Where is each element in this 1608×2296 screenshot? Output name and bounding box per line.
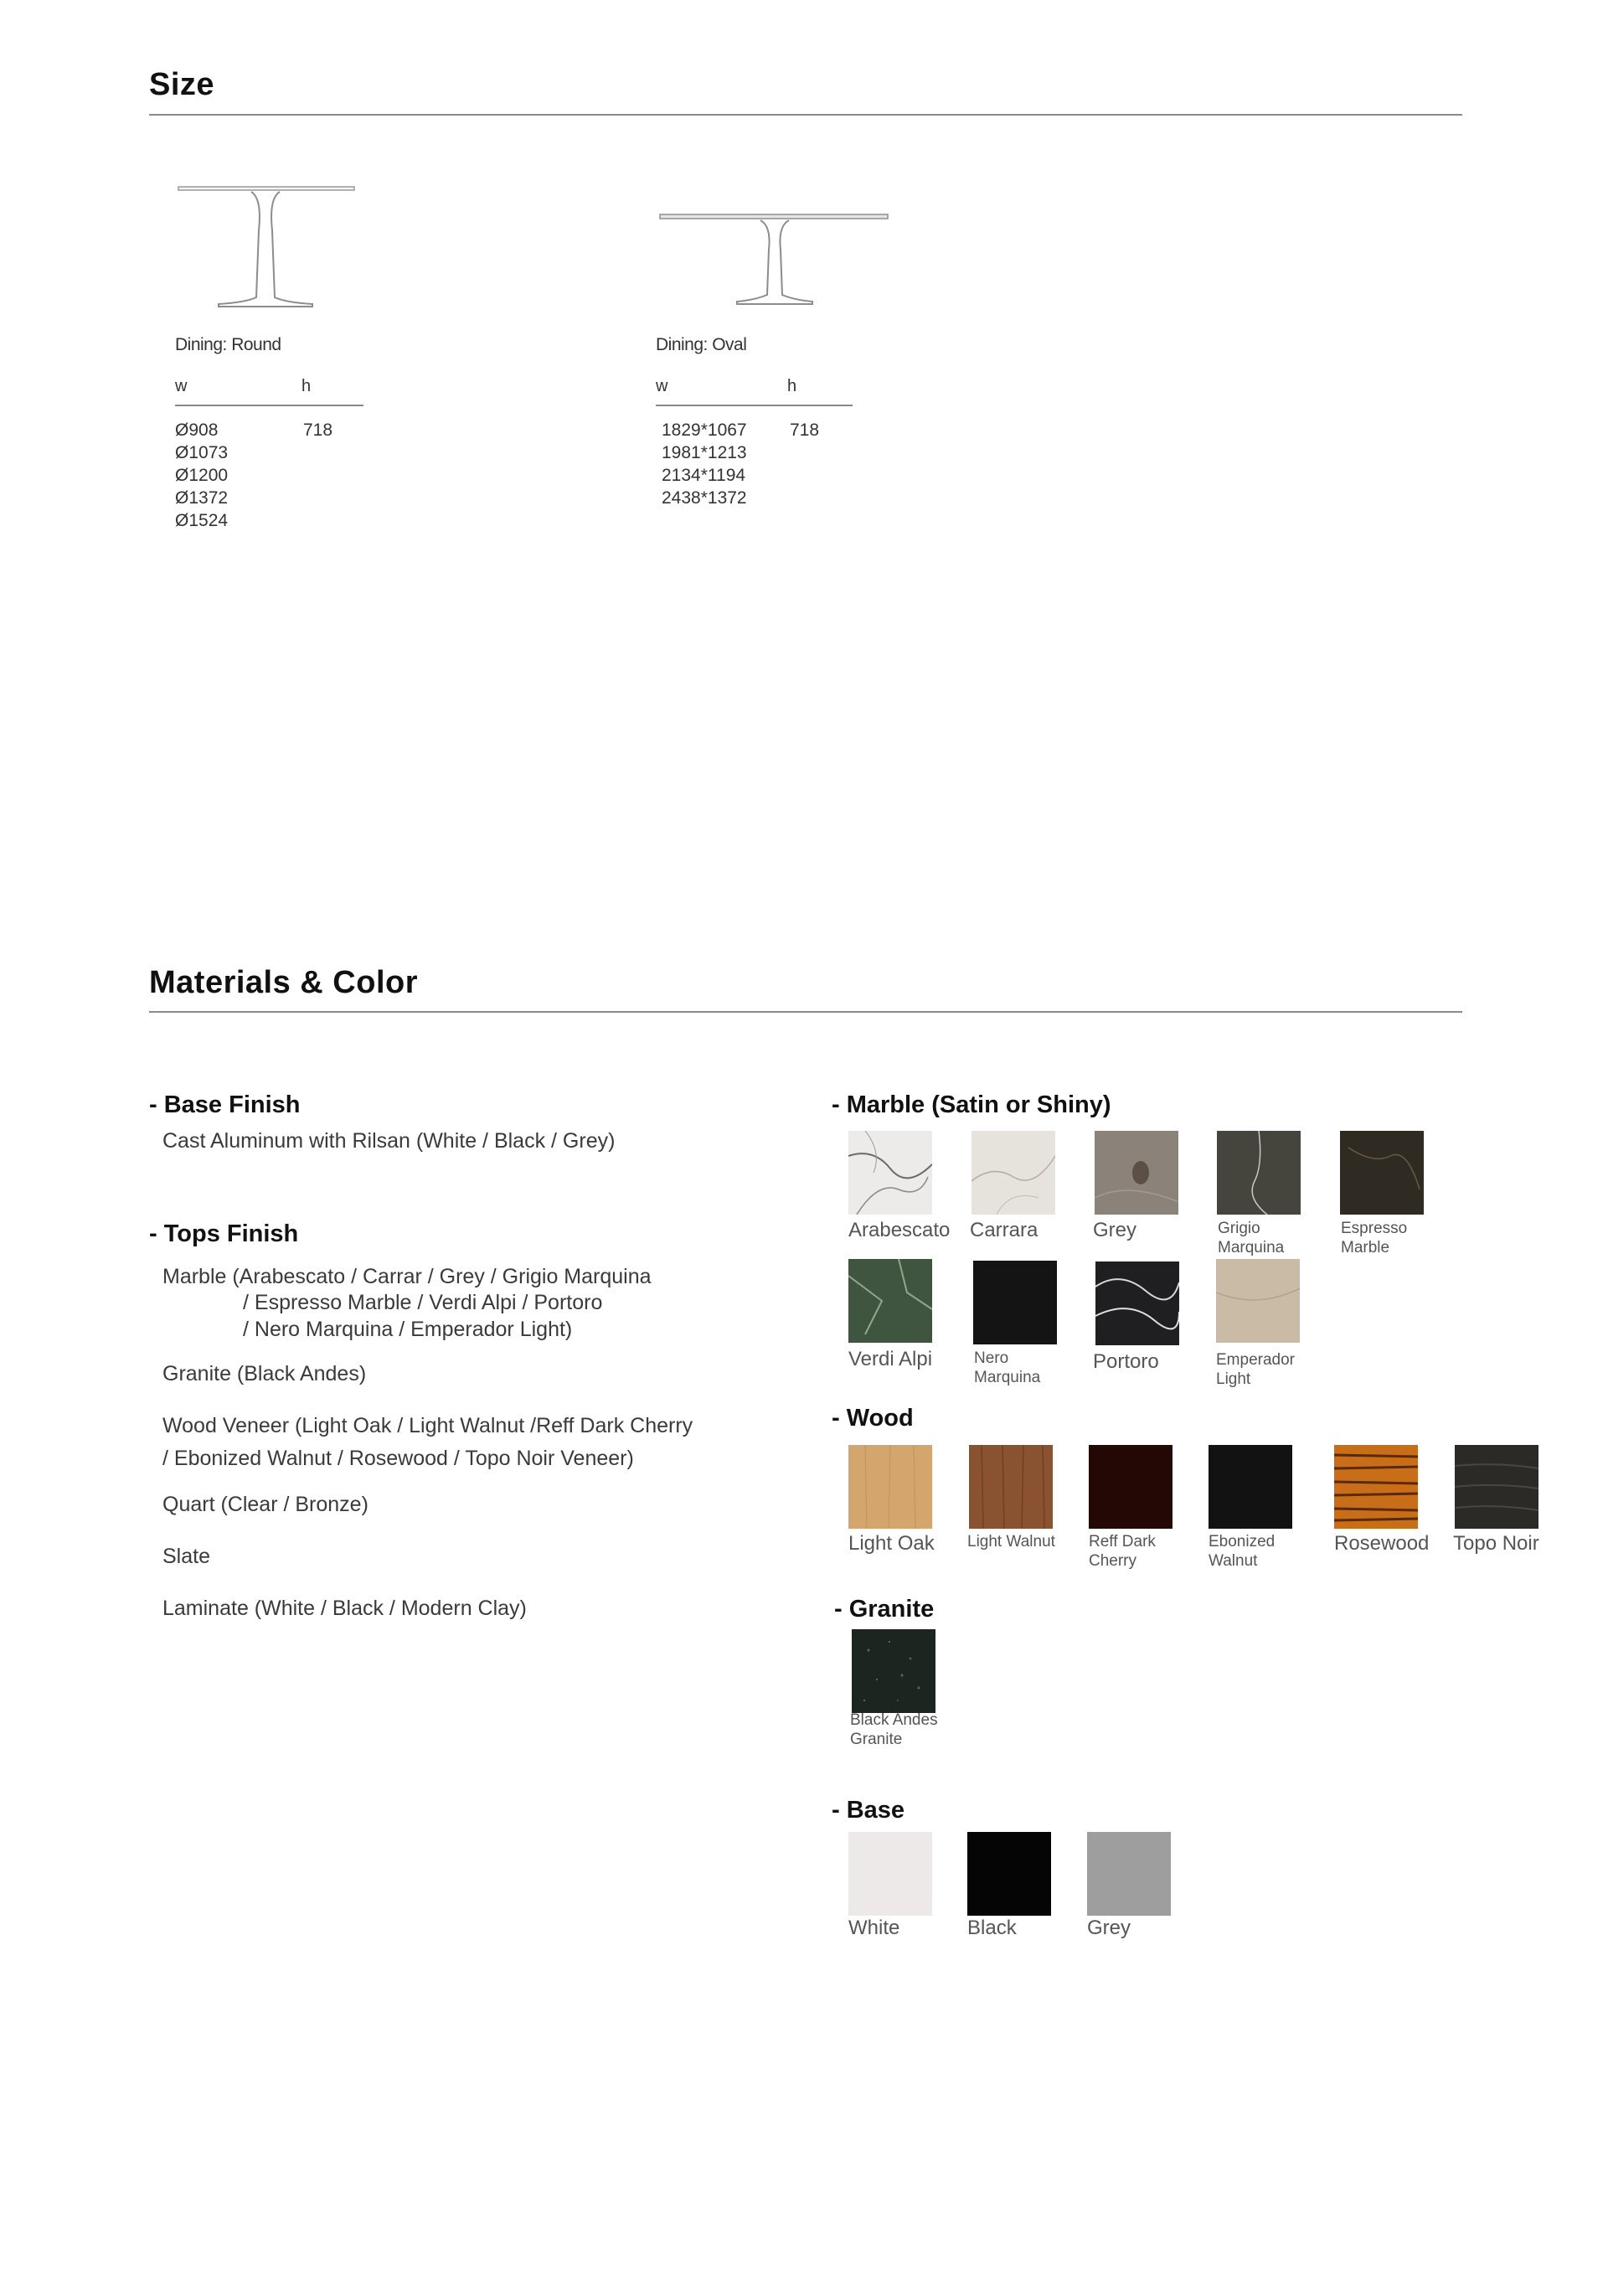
- oval-table-drawing: [653, 208, 896, 308]
- round-table-header-rule: [175, 405, 363, 406]
- swatch-label: Portoro: [1093, 1350, 1159, 1373]
- laminate-top-text: Laminate (White / Black / Modern Clay): [162, 1597, 527, 1620]
- swatch-base-black[interactable]: [967, 1832, 1051, 1916]
- round-table-drawing: [172, 180, 364, 314]
- swatch-label: Black Andes Granite: [850, 1711, 938, 1748]
- swatch-grigio-marquina[interactable]: [1217, 1131, 1301, 1215]
- swatch-carrara[interactable]: [972, 1131, 1055, 1215]
- slate-top-text: Slate: [162, 1545, 210, 1568]
- swatch-label: Topo Noir: [1453, 1532, 1539, 1555]
- round-table-h-header: h: [302, 377, 312, 395]
- granite-top-text: Granite (Black Andes): [162, 1362, 367, 1385]
- swatch-label: Black: [967, 1917, 1017, 1939]
- round-table-caption: Dining: Round: [175, 335, 281, 354]
- light-oak-grain: [848, 1445, 932, 1529]
- oval-w-value: 1829*1067: [662, 421, 747, 440]
- swatch-topo-noir[interactable]: [1455, 1445, 1538, 1529]
- round-w-value: Ø1372: [175, 488, 229, 508]
- swatch-black-andes-granite[interactable]: [852, 1629, 935, 1713]
- size-section-title: Size: [149, 67, 215, 102]
- swatch-base-grey[interactable]: [1087, 1832, 1171, 1916]
- marble-top-line-2: / Espresso Marble / Verdi Alpi / Portoro: [243, 1291, 603, 1314]
- swatch-light-walnut[interactable]: [969, 1445, 1053, 1529]
- topo-noir-grain: [1455, 1445, 1538, 1529]
- espresso-marble-veining: [1340, 1131, 1424, 1215]
- swatch-label: Grigio Marquina: [1218, 1220, 1285, 1256]
- portoro-veining: [1095, 1262, 1179, 1345]
- swatch-label: White: [848, 1917, 900, 1939]
- swatch-nero-marquina[interactable]: [973, 1261, 1057, 1344]
- swatch-arabescato[interactable]: [848, 1131, 932, 1215]
- light-walnut-grain: [969, 1445, 1053, 1529]
- emperador-light-veining: [1216, 1259, 1300, 1343]
- marble-top-line-3: / Nero Marquina / Emperador Light): [243, 1318, 573, 1341]
- verdi-alpi-veining: [848, 1259, 932, 1343]
- swatch-label: Verdi Alpi: [848, 1348, 933, 1370]
- round-table-w-values: [175, 419, 228, 532]
- oval-w-value: 1981*1213: [662, 443, 747, 462]
- swatch-reff-dark-cherry[interactable]: [1089, 1445, 1172, 1529]
- round-w-value: Ø1073: [175, 443, 229, 462]
- swatch-rosewood[interactable]: [1334, 1445, 1418, 1529]
- size-section-rule: [149, 114, 1462, 116]
- round-table-w-header: w: [175, 377, 188, 395]
- swatch-label: Arabescato: [848, 1219, 951, 1241]
- swatch-label: Ebonized Walnut: [1209, 1533, 1276, 1570]
- oval-w-value: 2134*1194: [662, 466, 746, 485]
- swatch-emperador-light[interactable]: [1216, 1259, 1300, 1343]
- base-heading: - Base: [832, 1797, 905, 1824]
- swatch-portoro[interactable]: [1095, 1262, 1179, 1345]
- rosewood-grain: [1334, 1445, 1418, 1529]
- wood-top-line-1: Wood Veneer (Light Oak / Light Walnut /Reff Dark Cherry: [162, 1414, 693, 1437]
- materials-section-rule: [149, 1011, 1462, 1013]
- oval-table-w-values: [662, 419, 747, 509]
- swatch-label: Emperador Light: [1216, 1351, 1295, 1388]
- wood-heading: - Wood: [832, 1405, 914, 1432]
- oval-table-h-value: 718: [790, 421, 820, 440]
- arabescato-veining: [848, 1131, 932, 1215]
- grigio-marquina-veining: [1217, 1131, 1301, 1215]
- swatch-label: Rosewood: [1334, 1532, 1430, 1555]
- round-w-value: Ø908: [175, 421, 219, 440]
- marble-top-line-1: Marble (Arabescato / Carrar / Grey / Grigio Marquina: [162, 1265, 652, 1288]
- swatch-label: Reff Dark Cherry: [1089, 1533, 1156, 1570]
- carrara-veining: [972, 1131, 1055, 1215]
- swatch-label: Nero Marquina: [974, 1349, 1041, 1386]
- base-finish-heading: - Base Finish: [149, 1091, 301, 1118]
- oval-w-value: 2438*1372: [662, 488, 747, 508]
- swatch-verdi-alpi[interactable]: [848, 1259, 932, 1343]
- black-andes-granite-speckle: [852, 1629, 935, 1713]
- swatch-grey-marble[interactable]: [1095, 1131, 1178, 1215]
- oval-table-caption: Dining: Oval: [656, 335, 747, 354]
- base-finish-text: Cast Aluminum with Rilsan (White / Black / Grey): [162, 1129, 616, 1153]
- swatch-ebonized-walnut[interactable]: [1209, 1445, 1292, 1529]
- swatch-label: Espresso Marble: [1341, 1220, 1408, 1256]
- materials-section-title: Materials & Color: [149, 965, 419, 1000]
- granite-heading: - Granite: [834, 1596, 935, 1623]
- swatch-label: Grey: [1087, 1917, 1131, 1939]
- swatch-label: Grey: [1093, 1219, 1137, 1241]
- round-table-h-value: 718: [303, 421, 333, 440]
- marble-heading: - Marble (Satin or Shiny): [832, 1091, 1111, 1118]
- quart-top-text: Quart (Clear / Bronze): [162, 1493, 368, 1516]
- round-w-value: Ø1200: [175, 466, 229, 485]
- swatch-espresso-marble[interactable]: [1340, 1131, 1424, 1215]
- swatch-label: Light Oak: [848, 1532, 935, 1555]
- swatch-label: Light Walnut: [967, 1533, 1055, 1550]
- oval-table-h-header: h: [787, 377, 797, 395]
- oval-table-w-header: w: [656, 377, 668, 395]
- swatch-base-white[interactable]: [848, 1832, 932, 1916]
- round-w-value: Ø1524: [175, 511, 229, 530]
- swatch-label: Carrara: [970, 1219, 1038, 1241]
- oval-table-header-rule: [656, 405, 853, 406]
- wood-top-line-2: / Ebonized Walnut / Rosewood / Topo Noir Veneer): [162, 1447, 634, 1470]
- swatch-light-oak[interactable]: [848, 1445, 932, 1529]
- tops-finish-heading: - Tops Finish: [149, 1220, 299, 1247]
- grey-marble-veining: [1095, 1131, 1178, 1215]
